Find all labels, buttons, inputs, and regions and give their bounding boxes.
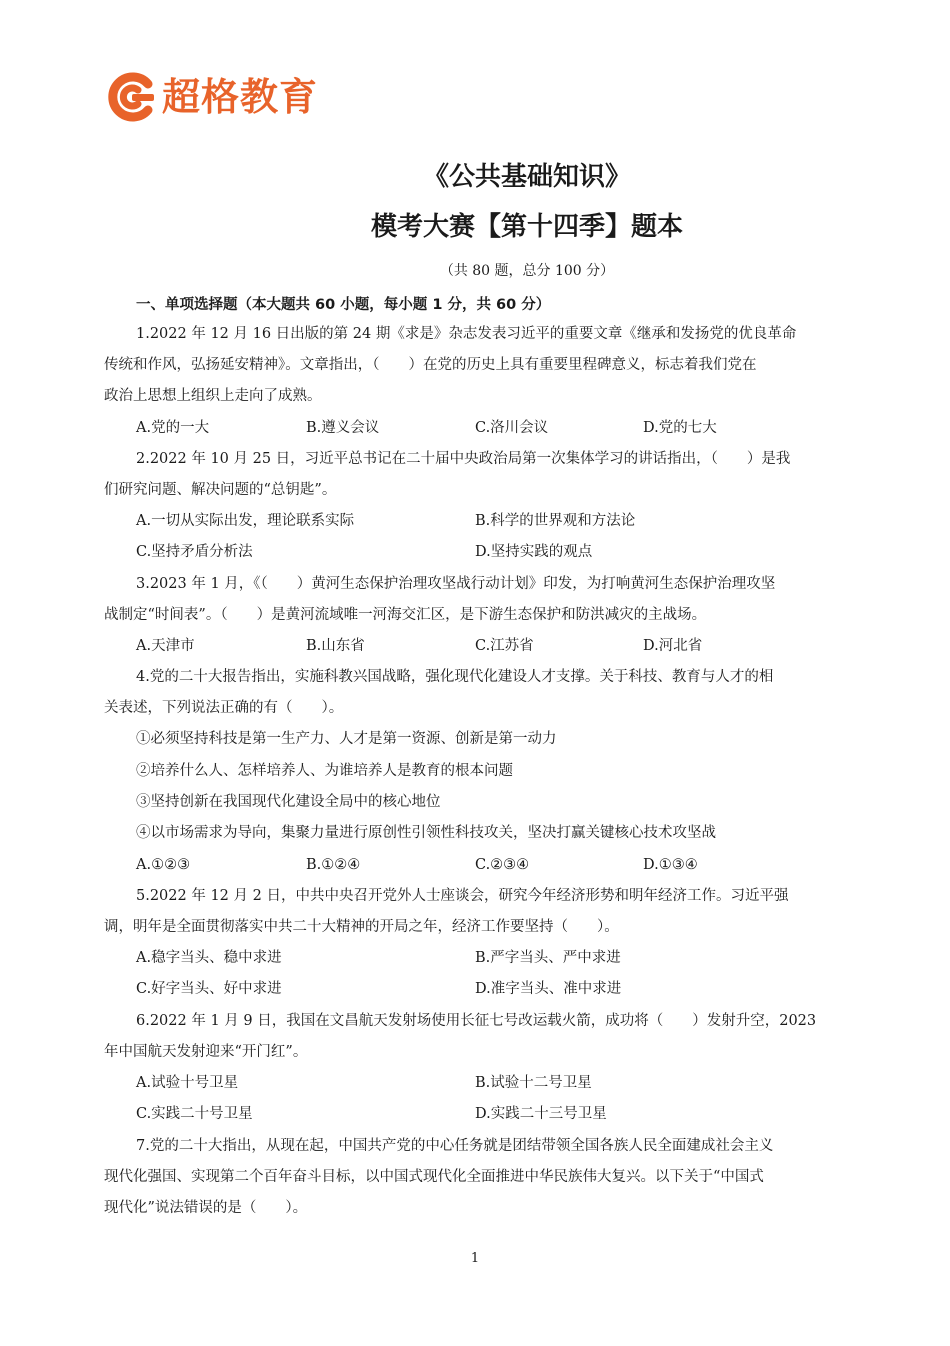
question-5-line: 5.2022 年 12 月 2 日，中共中央召开党外人士座谈会，研究今年经济形势和明年经济工作。习近平强	[136, 888, 789, 904]
question-2-option-d: D.坚持实践的观点	[475, 544, 593, 560]
document-subtitle: 模考大赛【第十四季】题本	[370, 212, 683, 242]
question-4-option-a: A.①②③	[136, 857, 191, 873]
question-2-line: 们研究问题、解决问题的“总钥匙”。	[104, 482, 337, 498]
question-6-option-d: D.实践二十三号卫星	[475, 1106, 607, 1122]
question-4-option-d: D.①③④	[643, 857, 698, 873]
question-1-option-b: B.遵义会议	[306, 420, 380, 436]
question-7-line: 7.党的二十大指出，从现在起，中国共产党的中心任务就是团结带领全国各族人民全面建成社会主义	[136, 1138, 774, 1154]
question-4-option-b: B.①②④	[306, 857, 361, 873]
page-number: 1	[470, 1251, 480, 1266]
question-5-option-a: A.稳字当头、稳中求进	[136, 950, 282, 966]
question-6-option-b: B.试验十二号卫星	[475, 1075, 592, 1091]
question-5-option-c: C.好字当头、好中求进	[136, 981, 282, 997]
brand-logo-icon	[104, 70, 158, 124]
section-heading: 一、单项选择题（本大题共 60 小题，每小题 1 分，共 60 分）	[136, 297, 551, 313]
question-6-option-a: A.试验十号卫星	[136, 1075, 239, 1091]
question-6-line: 年中国航天发射迎来“开门红”。	[104, 1044, 308, 1060]
question-4-line: 关表述，下列说法正确的有（ ）。	[104, 700, 344, 716]
question-6-line: 6.2022 年 1 月 9 日，我国在文昌航天发射场使用长征七号改运载火箭，成功将（ ）发射升空，2023	[136, 1013, 817, 1029]
brand-logo	[104, 66, 318, 128]
question-3-option-a: A.天津市	[136, 638, 195, 654]
exam-meta: （共 80 题，总分 100 分）	[439, 263, 615, 279]
question-2-option-b: B.科学的世界观和方法论	[475, 513, 636, 529]
question-1-option-d: D.党的七大	[643, 420, 717, 436]
question-4-statement: ③坚持创新在我国现代化建设全局中的核心地位	[136, 794, 441, 810]
question-2-option-c: C.坚持矛盾分析法	[136, 544, 253, 560]
question-3-line: 战制定“时间表”。（ ）是黄河流域唯一河海交汇区，是下游生态保护和防洪减灾的主战场。	[104, 607, 707, 623]
question-7-line: 现代化”说法错误的是（ ）。	[104, 1200, 308, 1216]
question-5-option-d: D.准字当头、准中求进	[475, 981, 622, 997]
question-4-line: 4.党的二十大报告指出，实施科教兴国战略，强化现代化建设人才支撑。关于科技、教育与人才的相	[136, 669, 774, 685]
question-1-line: 1.2022 年 12 月 16 日出版的第 24 期《求是》杂志发表习近平的重要文章《继承和发扬党的优良革命	[136, 326, 797, 342]
question-4-statement: ②培养什么人、怎样培养人、为谁培养人是教育的根本问题	[136, 763, 513, 779]
question-6-option-c: C.实践二十号卫星	[136, 1106, 253, 1122]
question-1-option-a: A.党的一大	[136, 420, 210, 436]
question-3-option-b: B.山东省	[306, 638, 365, 654]
question-7-line: 现代化强国、实现第二个百年奋斗目标，以中国式现代化全面推进中华民族伟大复兴。以下关于“中国式	[104, 1169, 764, 1185]
question-5-line: 调，明年是全面贯彻落实中共二十大精神的开局之年，经济工作要坚持（ ）。	[104, 919, 619, 935]
question-1-option-c: C.洛川会议	[475, 420, 549, 436]
question-4-statement: ④以市场需求为导向，集聚力量进行原创性引领性科技攻关，坚决打赢关键核心技术攻坚战	[136, 825, 716, 841]
question-1-line: 政治上思想上组织上走向了成熟。	[104, 388, 322, 404]
question-4-option-c: C.②③④	[475, 857, 530, 873]
question-1-line: 传统和作风，弘扬延安精神》。文章指出，（ ）在党的历史上具有重要里程碑意义，标志着我们党在	[104, 357, 757, 373]
brand-logo-text: 超格教育	[162, 75, 319, 119]
question-3-option-d: D.河北省	[643, 638, 703, 654]
question-2-line: 2.2022 年 10 月 25 日，习近平总书记在二十届中央政治局第一次集体学习的讲话指出，（ ）是我	[136, 451, 791, 467]
question-3-option-c: C.江苏省	[475, 638, 534, 654]
question-3-line: 3.2023 年 1 月，《（ ）黄河生态保护治理攻坚战行动计划》印发，为打响黄河生态保护治理攻坚	[136, 576, 776, 592]
question-4-statement: ①必须坚持科技是第一生产力、人才是第一资源、创新是第一动力	[136, 731, 557, 747]
question-5-option-b: B.严字当头、严中求进	[475, 950, 621, 966]
document-title: 《公共基础知识》	[422, 162, 631, 192]
question-2-option-a: A.一切从实际出发，理论联系实际	[136, 513, 355, 529]
